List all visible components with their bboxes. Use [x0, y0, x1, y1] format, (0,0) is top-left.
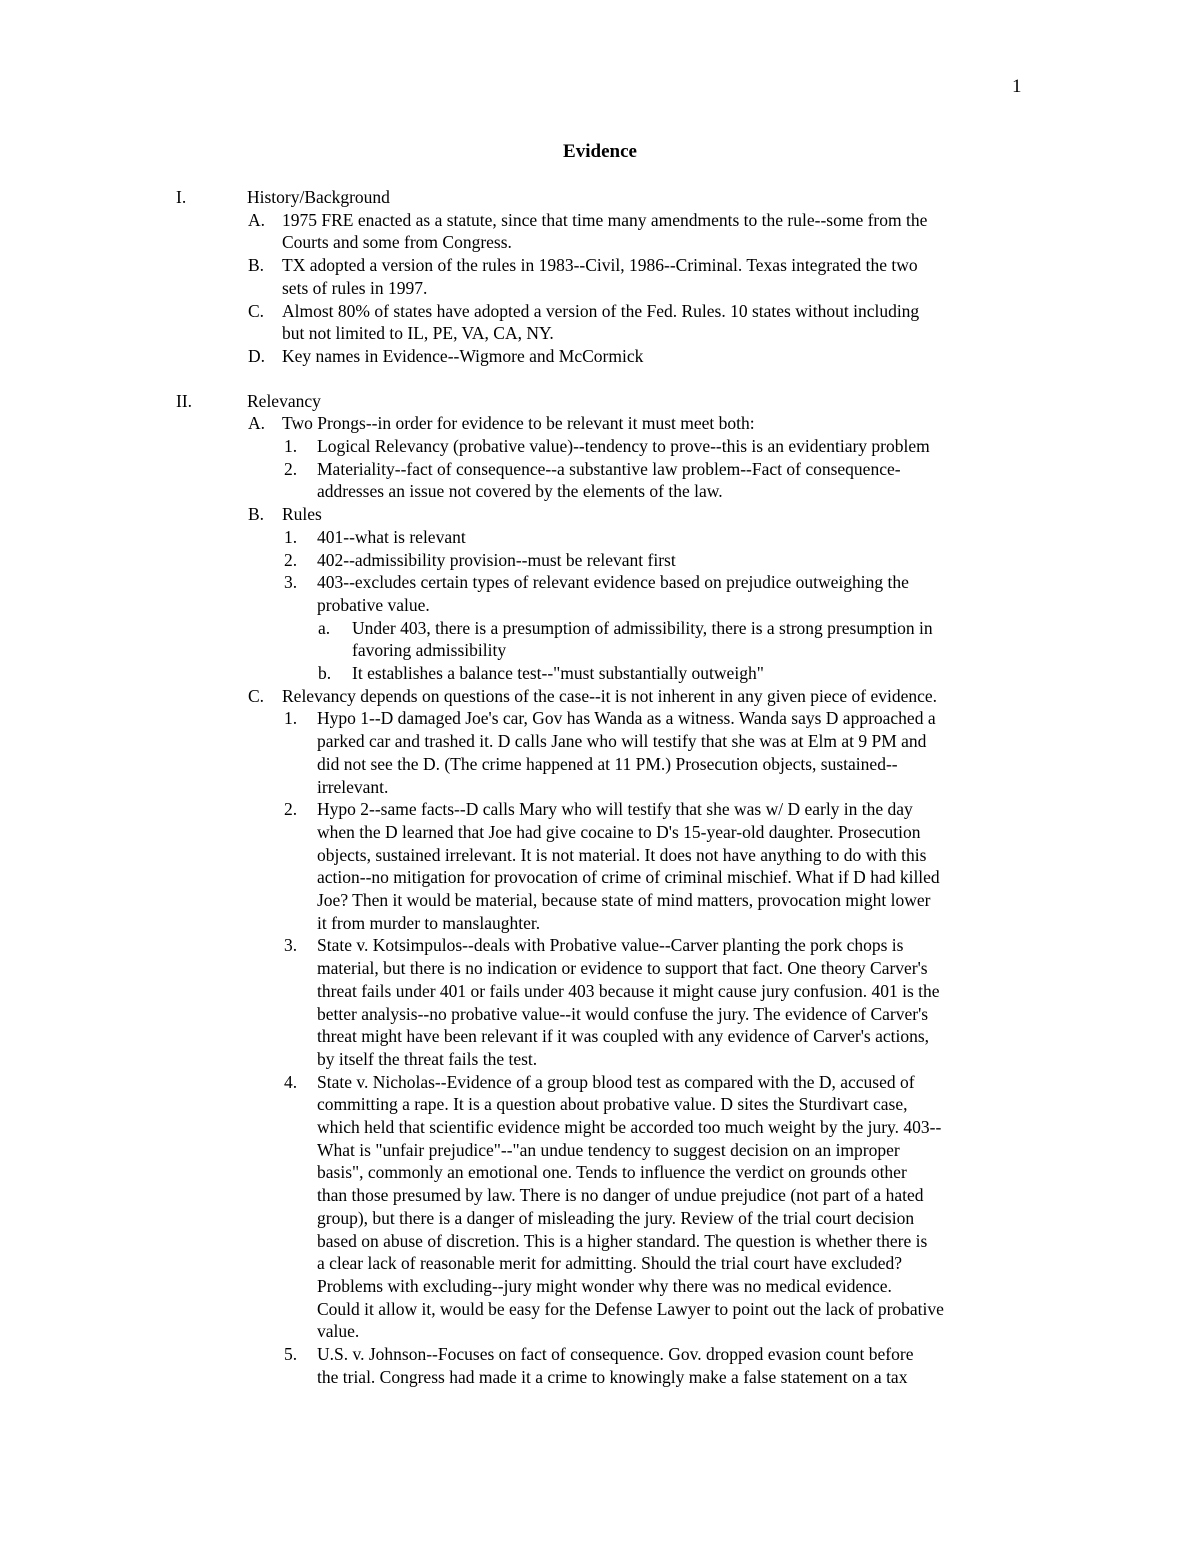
outline-line: [0, 526, 1200, 548]
outline-line: [0, 1003, 1200, 1025]
outline-marker: 1.: [284, 526, 298, 547]
outline-line: [0, 1048, 1200, 1070]
outline-line: [0, 209, 1200, 231]
outline-marker: B.: [248, 255, 265, 276]
outline-text: value.: [317, 1321, 360, 1342]
outline-text: Relevancy: [247, 390, 321, 411]
outline-text: sets of rules in 1997.: [282, 277, 428, 298]
outline-marker: 2.: [284, 458, 298, 479]
outline-text: Rules: [282, 504, 322, 525]
outline-text: Joe? Then it would be material, because state of mind matters, provocation might lower: [317, 890, 931, 910]
outline-text: the trial. Congress had made it a crime to knowingly make a false statement on a tax: [317, 1366, 908, 1387]
outline-marker: 4.: [284, 1071, 298, 1092]
outline-text: action--no mitigation for provocation of crime of criminal mischief. What if D had killed: [317, 867, 940, 888]
outline-text: parked car and trashed it. D calls Jane who will testify that she was at Elm at 9 PM and: [317, 731, 927, 752]
outline-marker: A.: [248, 413, 266, 434]
outline-text: when the D learned that Joe had give cocaine to D's 15-year-old daughter. Prosecution: [317, 821, 921, 842]
outline-text: 401--what is relevant: [317, 526, 466, 547]
outline-line: [0, 1139, 1200, 1161]
outline-line: [0, 186, 1200, 208]
outline-line: [0, 1093, 1200, 1115]
outline-text: addresses an issue not covered by the elements of the law.: [317, 481, 723, 502]
outline-line: [0, 549, 1200, 571]
outline-text: TX adopted a version of the rules in 1983--Civil, 1986--Criminal. Texas integrated the two: [282, 255, 918, 276]
outline-line: [0, 707, 1200, 729]
outline-line: [0, 798, 1200, 820]
outline-line: [0, 685, 1200, 707]
outline-text: Relevancy depends on questions of the case--it is not inherent in any given piece of evidence.: [282, 685, 938, 706]
page-number: 1: [1012, 76, 1022, 97]
outline-line: [0, 231, 1200, 253]
outline-text: than those presumed by law. There is no danger of undue prejudice (not part of a hated: [317, 1185, 924, 1206]
outline-line: [0, 957, 1200, 979]
outline-marker: b.: [318, 663, 332, 683]
outline-text: objects, sustained irrelevant. It is not material. It does not have anything to do with this: [317, 844, 927, 865]
outline-line: [0, 934, 1200, 956]
outline-text: better analysis--no probative value--it would confuse the jury. The evidence of Carver's: [317, 1003, 929, 1024]
outline-text: group), but there is a danger of misleading the jury. Review of the trial court decision: [317, 1207, 915, 1228]
outline-text: 403--excludes certain types of relevant evidence based on prejudice outweighing the: [317, 572, 909, 593]
outline-text: State v. Kotsimpulos--deals with Probative value--Carver planting the pork chops is: [317, 935, 904, 956]
outline-marker: 2.: [284, 549, 298, 570]
outline-line: [0, 412, 1200, 434]
outline-line: [0, 617, 1200, 639]
outline-text: irrelevant.: [317, 776, 389, 797]
outline-line: [0, 980, 1200, 1002]
outline-text: State v. Nicholas--Evidence of a group blood test as compared with the D, accused of: [317, 1071, 915, 1092]
outline-line: [0, 1343, 1200, 1365]
outline-text: a clear lack of reasonable merit for admitting. Should the trial court have excluded?: [317, 1253, 903, 1274]
outline-text: favoring admissibility: [352, 640, 507, 661]
outline-text: Courts and some from Congress.: [282, 232, 512, 253]
outline-text: History/Background: [247, 187, 390, 207]
outline-marker: D.: [248, 345, 266, 366]
outline-line: [0, 889, 1200, 911]
outline-text: Under 403, there is a presumption of admissibility, there is a strong presumption in: [352, 617, 933, 638]
outline-marker: II.: [176, 390, 193, 411]
outline-marker: C.: [248, 300, 265, 321]
outline-line: [0, 1298, 1200, 1320]
outline-text: Hypo 1--D damaged Joe's car, Gov has Wanda as a witness. Wanda says D approached a: [317, 708, 936, 729]
outline-line: [0, 821, 1200, 843]
outline-line: [0, 435, 1200, 457]
outline-text: Problems with excluding--jury might wonder why there was no medical evidence.: [317, 1275, 892, 1296]
outline-line: [0, 1275, 1200, 1297]
outline-line: [0, 1320, 1200, 1342]
outline-text: Hypo 2--same facts--D calls Mary who will testify that she was w/ D early in the day: [317, 799, 913, 820]
outline-marker: 3.: [284, 572, 298, 593]
outline-line: [0, 1161, 1200, 1183]
outline-line: [0, 662, 1200, 684]
outline-text: What is "unfair prejudice"--"an undue tendency to suggest decision on an improper: [317, 1139, 900, 1160]
outline-text: Could it allow it, would be easy for the Defense Lawyer to point out the lack of probative: [317, 1298, 944, 1319]
outline-text: Logical Relevancy (probative value)--tendency to prove--this is an evidentiary problem: [317, 436, 930, 456]
outline-text: It establishes a balance test--"must substantially outweigh": [352, 663, 764, 683]
outline-text: but not limited to IL, PE, VA, CA, NY.: [282, 323, 554, 344]
outline-text: basis", commonly an emotional one. Tends to influence the verdict on grounds other: [317, 1162, 907, 1183]
outline-line: [0, 866, 1200, 888]
outline-line: [0, 571, 1200, 593]
outline-line: [0, 300, 1200, 322]
outline-text: U.S. v. Johnson--Focuses on fact of consequence. Gov. dropped evasion count before: [317, 1344, 914, 1364]
outline-line: [0, 1230, 1200, 1252]
outline-marker: I.: [176, 187, 187, 207]
outline-marker: B.: [248, 504, 265, 525]
outline-text: which held that scientific evidence might be accorded too much weight by the jury. 403--: [317, 1117, 942, 1137]
outline-line: [0, 639, 1200, 661]
outline-text: threat might have been relevant if it was coupled with any evidence of Carver's actions,: [317, 1026, 930, 1047]
outline-text: Key names in Evidence--Wigmore and McCormick: [282, 345, 644, 366]
outline-line: [0, 1207, 1200, 1229]
outline-text: committing a rape. It is a question about probative value. D sites the Sturdivart case,: [317, 1094, 908, 1115]
outline-text: Materiality--fact of consequence--a substantive law problem--Fact of consequence-: [317, 458, 901, 479]
outline-line: [0, 1116, 1200, 1138]
outline-marker: 3.: [284, 935, 298, 956]
outline-text: material, but there is no indication or evidence to support that fact. One theory Carver's: [317, 958, 928, 979]
outline-line: [0, 844, 1200, 866]
outline-line: [0, 458, 1200, 480]
outline-line: [0, 390, 1200, 412]
outline-marker: 1.: [284, 436, 298, 456]
outline-marker: C.: [248, 685, 265, 706]
document-title: Evidence: [563, 141, 637, 162]
outline-line: [0, 1025, 1200, 1047]
outline-text: Two Prongs--in order for evidence to be relevant it must meet both:: [282, 413, 755, 434]
outline-line: [0, 277, 1200, 299]
outline-marker: 1.: [284, 708, 298, 729]
outline-text: it from murder to manslaughter.: [317, 912, 541, 933]
outline-line: [0, 322, 1200, 344]
outline-text: 402--admissibility provision--must be relevant first: [317, 549, 676, 570]
outline-line: [0, 912, 1200, 934]
outline-marker: A.: [248, 209, 266, 230]
outline-line: [0, 753, 1200, 775]
outline-text: Almost 80% of states have adopted a version of the Fed. Rules. 10 states without including: [282, 300, 920, 321]
outline-line: [0, 1252, 1200, 1274]
outline-text: probative value.: [317, 594, 430, 615]
outline-marker: 5.: [284, 1344, 298, 1364]
outline-text: based on abuse of discretion. This is a higher standard. The question is whether there is: [317, 1230, 928, 1251]
outline-line: [0, 480, 1200, 502]
outline-line: [0, 1366, 1200, 1388]
outline-marker: a.: [318, 617, 331, 638]
outline-line: [0, 254, 1200, 276]
outline-marker: 2.: [284, 799, 298, 820]
outline-line: [0, 345, 1200, 367]
outline-line: [0, 730, 1200, 752]
outline-line: [0, 1184, 1200, 1206]
outline-text: by itself the threat fails the test.: [317, 1048, 538, 1069]
outline-line: [0, 503, 1200, 525]
outline-line: [0, 776, 1200, 798]
outline-text: did not see the D. (The crime happened at 11 PM.) Prosecution objects, sustained--: [317, 753, 898, 774]
outline-text: threat fails under 401 or fails under 403 because it might cause jury confusion. 401 is the: [317, 980, 940, 1001]
outline-line: [0, 594, 1200, 616]
outline-line: [0, 1071, 1200, 1093]
outline-text: 1975 FRE enacted as a statute, since that time many amendments to the rule--some from the: [282, 209, 928, 230]
